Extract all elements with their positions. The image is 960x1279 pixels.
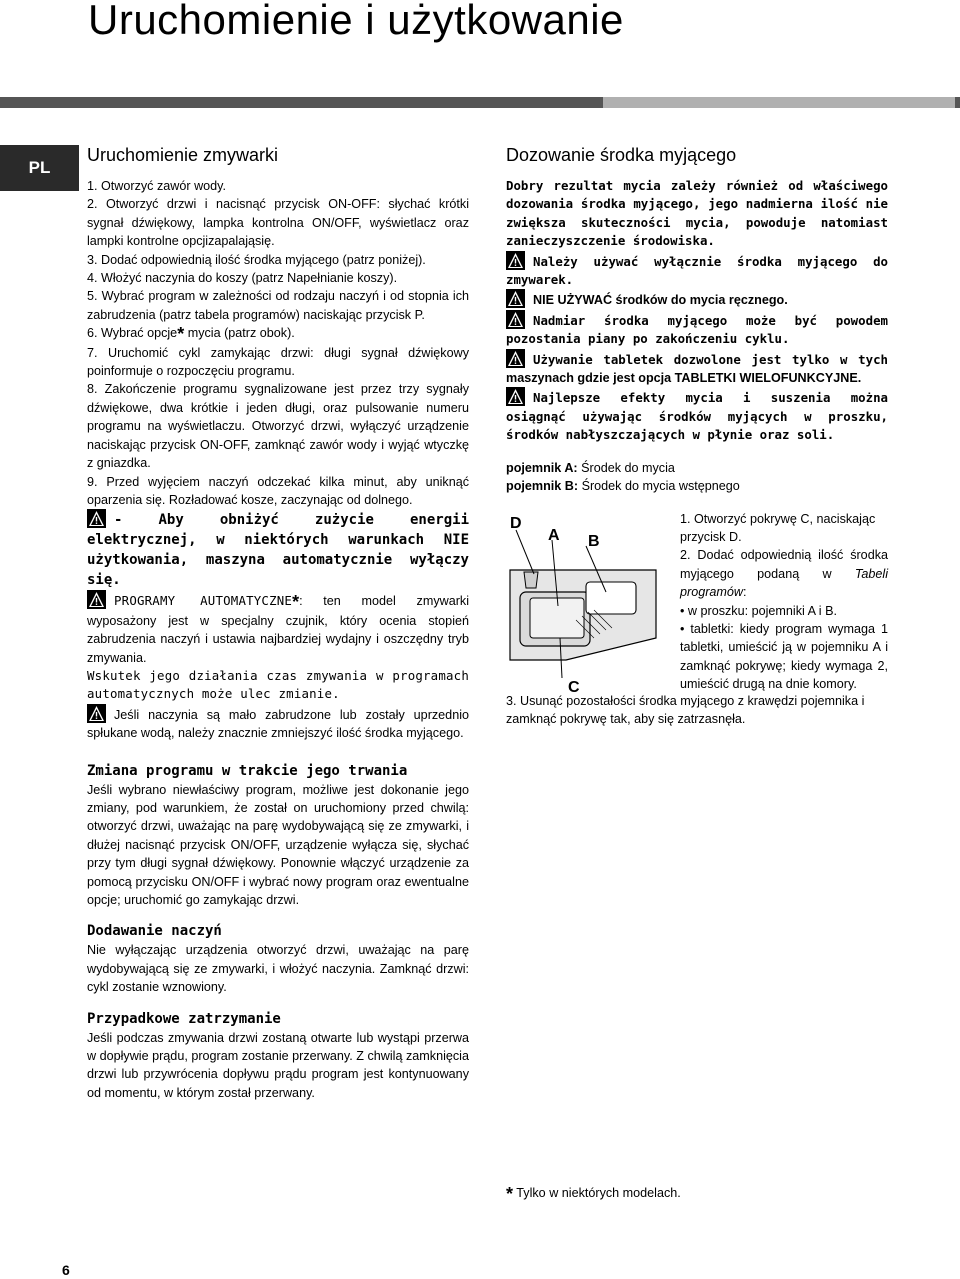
- header-divider-bar: [0, 97, 960, 108]
- language-tab: PL: [0, 145, 79, 191]
- warning-dishwasher-only: [506, 251, 888, 290]
- label-a: A: [548, 526, 560, 544]
- asterisk-mark: *: [177, 324, 185, 345]
- asterisk-mark: *: [292, 592, 300, 613]
- change-program-text: Jeśli wybrano niewłaściwy program, możliwe jest dokonanie jego zmiany, pod warunkiem, że został on uruchomiony przed chwilą: otworzyć drzwi, uważając na parę wydobywającą się ze zmywarki, i dłużej nacisnąć przycisk ON/OFF, urządzenie wyłącza się, słychać przy tym długi sygnał dźwiękowy. Ponownie włączyć urządzenie za pomocą przycisku ON/OFF i wybrać nowy program oraz ewentualne opcje; uruchomić go zamykając drzwi.: [87, 782, 469, 907]
- energy-note-text: - Aby obniżyć zużycie energii elektrycznej, w niektórych warunkach NIE użytkowania, maszyna automatycznie wyłączy się.: [87, 512, 469, 589]
- warning-icon: [506, 289, 525, 308]
- section-heading-add: Dodawanie naczyń: [87, 923, 222, 940]
- auto-programs-label: PROGRAMY AUTOMATYCZNE: [114, 593, 293, 609]
- warning-icon: [506, 387, 525, 406]
- right-column: [506, 143, 888, 728]
- warning-tablets: [506, 349, 888, 388]
- auto-programs-text-2: Wskutek jego działania czas zmywania w programach automatycznych może ulec zmianie.: [87, 667, 469, 702]
- warning-icon: [87, 590, 106, 609]
- warning-icon: [87, 509, 106, 528]
- step-2: 2. Otworzyć drzwi i nacisnąć przycisk ON-OFF: słychać krótki sygnał dźwiękowy, lampka kontrolna ON/OFF, wyświetlacz oraz lampki kontrolne opcjizapalająsię.: [87, 197, 469, 249]
- auto-programs-note: [87, 590, 469, 667]
- section-heading-stop: Przypadkowe zatrzymanie: [87, 1010, 281, 1027]
- auto-programs-text: : ten model zmywarki wyposażony jest w specjalny czujnik, który ocenia stopień zabrudzenia naczyń i ustawia najbardziej wydajny i oszczędny tryb zmywania.: [87, 594, 470, 665]
- dispenser-step-2-ref: Tabeli programów: [680, 566, 889, 600]
- step-6-text-end: mycia (patrz obok).: [187, 326, 295, 341]
- container-a-label: pojemnik A:: [506, 460, 578, 475]
- dispenser-bullet-tablets: • tabletki: kiedy program wymaga 1 tabletki, umieścić ją w pojemniku A i zamknąć pokrywę; kiedy wymaga 2, umieścić drugą na dnie komory.: [680, 621, 888, 692]
- detergent-dispenser-section: [506, 510, 888, 710]
- step-3: 3. Dodać odpowiednią ilość środka myjącego (patrz poniżej).: [87, 252, 426, 267]
- warning-tablets-text-2: maszynach gdzie jest opcja TABLETKI WIELOFUNKCYJNE.: [506, 371, 862, 386]
- warning-icon: [506, 349, 525, 368]
- step-4: 4. Włożyć naczynia do koszy (patrz Napełnianie koszy).: [87, 271, 398, 286]
- warning-excess-foam-text: Nadmiar środka myjącego może być powodem pozostania piany po zakończeniu cyklu.: [506, 312, 888, 347]
- step-1: 1. Otworzyć zawór wody.: [87, 179, 227, 193]
- step-6-text: 6. Wybrać opcje: [87, 326, 178, 341]
- warning-dishwasher-only-text: Należy używać wyłącznie środka myjącego do zmywarek.: [506, 253, 888, 288]
- dispenser-instructions: [680, 510, 888, 694]
- container-b-legend: [506, 477, 888, 495]
- page-title: Uruchomienie i użytkowanie: [88, 0, 624, 43]
- energy-note: [87, 509, 469, 590]
- footnote: [506, 1184, 681, 1205]
- dispenser-step-3: 3. Usunąć pozostałości środka myjącego z krawędzi pojemnika i zamknąć pokrywę tak, aby się zatrzasnęła.: [506, 693, 865, 726]
- warning-icon: [87, 704, 106, 723]
- light-dirt-note: [87, 704, 469, 743]
- step-8: 8. Zakończenie programu sygnalizowane jest przez trzy sygnały dźwiękowe, dwa krótkie i jeden długi, oraz pulsowanie numeru programu na wyświetlaczu. Otworzyć drzwi, wyłączyć urządzenie naciskając przycisk ON-OFF, zamknąć zawór wody i wyjąć wtyczkę z gniazdka.: [87, 382, 469, 471]
- dispenser-bullet-powder: • w proszku: pojemniki A i B.: [680, 603, 837, 618]
- accidental-stop-text: Jeśli podczas zmywania drzwi zostaną otwarte lub wystąpi przerwa w dopływie prądu, program zostanie przerwany. Z chwilą zamknięcia drzwi lub przywrócenia dopływu prądu program jest kontynuowany od momentu, w którym został przerwany.: [87, 1030, 469, 1100]
- dispenser-step-1: 1. Otworzyć pokrywę C, naciskając przycisk D.: [680, 511, 876, 544]
- label-d: D: [510, 514, 522, 532]
- container-b-label: pojemnik B:: [506, 479, 579, 494]
- warning-icon: [506, 310, 525, 329]
- warning-best-results: [506, 387, 888, 444]
- container-b-text: Środek do mycia wstępnego: [581, 479, 740, 494]
- warning-excess-foam: [506, 310, 888, 349]
- warning-no-hand-wash: [506, 289, 888, 309]
- dosing-intro: Dobry rezultat mycia zależy również od właściwego dozowania środka myjącego, jego nadmierna ilość nie zwiększa skuteczności mycia, powoduje natomiast zanieczyszczenie środowiska.: [506, 178, 888, 249]
- warning-best-results-text: Najlepsze efekty mycia i suszenia można osiągnąć używając środków myjących w proszku, środków nabłyszczających w płynie oraz soli.: [506, 390, 888, 443]
- detergent-dispenser-diagram: [506, 510, 674, 695]
- asterisk-mark: *: [506, 1184, 514, 1204]
- warning-tablets-text: Używanie tabletek dozwolone jest tylko w tych: [533, 351, 888, 367]
- light-dirt-text: Jeśli naczynia są mało zabrudzone lub zostały uprzednio spłukane wodą, należy znacznie zmniejszyć ilość środka myjącego.: [87, 707, 469, 741]
- warning-icon: [506, 251, 525, 270]
- left-column: [87, 143, 469, 1102]
- footnote-text: Tylko w niektórych modelach.: [516, 1186, 681, 1200]
- container-a-text: Środek do mycia: [581, 460, 675, 475]
- step-7: 7. Uruchomić cykl zamykając drzwi: długi sygnał dźwiękowy poinformuje o rozpoczęciu programu.: [87, 345, 469, 379]
- label-c: C: [568, 678, 580, 695]
- dispenser-step-2: [680, 546, 888, 601]
- section-heading-start: Uruchomienie zmywarki: [87, 145, 279, 165]
- step-9: 9. Przed wyjęciem naczyń odczekać kilka minut, aby uniknąć oparzenia się. Rozładować kosze, zaczynając od dolnego.: [87, 474, 469, 507]
- dispenser-step-2-text: 2. Dodać odpowiednią ilość środka myjącego podaną w: [680, 548, 888, 581]
- add-dishes-text: Nie wyłączając urządzenia otworzyć drzwi, uważając na parę wydobywającą się ze zmywarki, i włożyć naczynia. Zamknąć drzwi: cykl zostanie wznowiony.: [87, 943, 469, 995]
- section-heading-change: Zmiana programu w trakcie jego trwania: [87, 762, 408, 779]
- warning-no-hand-wash-text: NIE UŻYWAĆ środków do mycia ręcznego.: [533, 293, 788, 308]
- container-a-legend: [506, 459, 888, 477]
- section-heading-dosing: Dozowanie środka myjącego: [506, 145, 737, 165]
- step-6: [87, 324, 469, 343]
- step-5: 5. Wybrać program w zależności od rodzaju naczyń i od stopnia ich zabrudzenia (patrz tabela programów) naciskając przycisk P.: [87, 289, 469, 322]
- page-number: 6: [62, 1262, 70, 1278]
- dispenser-step-2-end: :: [743, 585, 747, 600]
- label-b: B: [588, 532, 600, 550]
